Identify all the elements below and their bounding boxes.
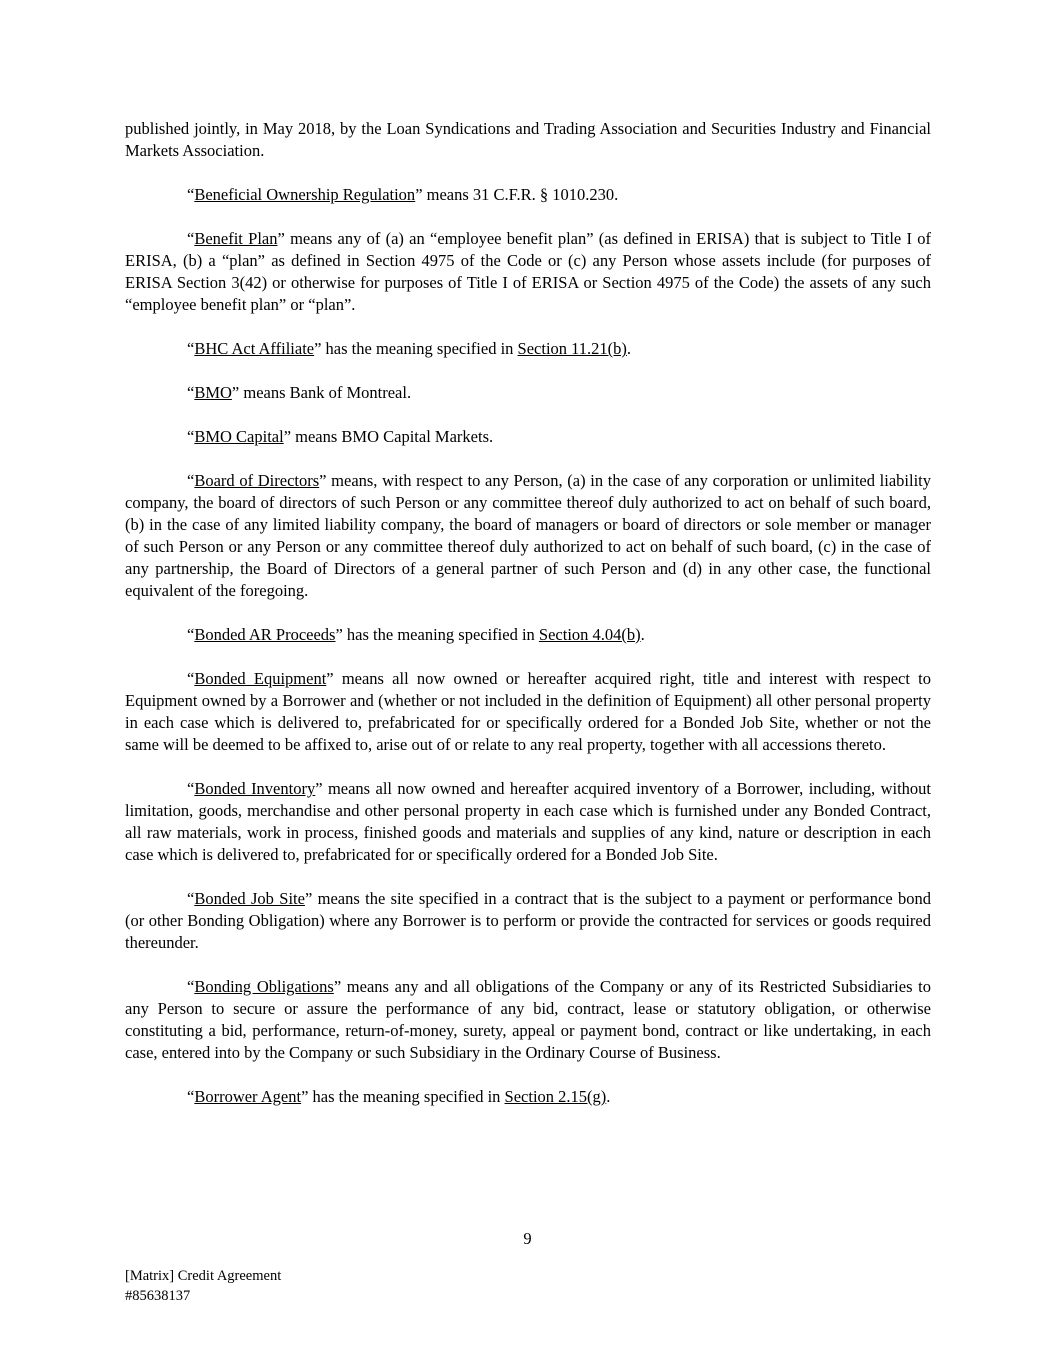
- paragraph: [125, 228, 931, 316]
- paragraph: [125, 778, 931, 866]
- defined-term: Bonding Obligations: [194, 977, 334, 996]
- paragraph: [125, 470, 931, 602]
- text-run: ” means any and all obligations of the Company or any of its Restricted Subsidiaries to any Person to secure or assure the performance of any bid, contract, lease or statutory obligation, or otherwise constituting a bid, performance, return-of-money, surety, appeal or payment bond, contract or like undertaking, in each case, entered into by the Company or such Subsidiary in the Ordinary Course of Business.: [125, 977, 931, 1062]
- page-number: 9: [523, 1229, 532, 1248]
- text-run: ” has the meaning specified in: [301, 1087, 505, 1106]
- text-run: ” means 31 C.F.R. § 1010.230.: [415, 185, 619, 204]
- paragraph: [125, 976, 931, 1064]
- paragraph: [125, 668, 931, 756]
- section-reference: Section 11.21(b): [517, 339, 627, 358]
- text-run: ” means any of (a) an “employee benefit plan” (as defined in ERISA) that is subject to Title I of ERISA, (b) a “plan” as defined in Section 4975 of the Code or (c) any Person whose assets include (for purposes of ERISA Section 3(42) or otherwise for purposes of Title I of ERISA or Section 4975 of the Code) the assets of any such “employee benefit plan” or “plan”.: [125, 229, 932, 314]
- document-body: [125, 118, 931, 1130]
- text-run: “: [187, 1087, 195, 1106]
- text-run: “: [187, 779, 195, 798]
- paragraph: [125, 338, 931, 360]
- paragraph: [125, 1086, 931, 1108]
- text-run: published jointly, in May 2018, by the Loan Syndications and Trading Association and Securities Industry and Financial Markets Association.: [125, 119, 931, 160]
- text-run: “: [187, 889, 195, 908]
- defined-term: BMO Capital: [194, 427, 284, 446]
- defined-term: Beneficial Ownership Regulation: [194, 185, 416, 204]
- defined-term: Benefit Plan: [194, 229, 278, 248]
- text-run: ” has the meaning specified in: [314, 339, 518, 358]
- text-run: ” means all now owned or hereafter acquired right, title and interest with respect to Equipment owned by a Borrower and (whether or not included in the definition of Equipment) all other personal property in each case which is delivered to, prefabricated for or specifically ordered for a Bonded Job Site, whether or not the same will be deemed to be affixed to, arise out of or relate to any real property, together with all accessions thereto.: [125, 669, 931, 754]
- document-footer: [125, 1266, 281, 1306]
- paragraph: [125, 184, 931, 206]
- defined-term: Board of Directors: [194, 471, 320, 490]
- text-run: ” means the site specified in a contract that is the subject to a payment or performance bond (or other Bonding Obligation) where any Borrower is to perform or provide the contracted for services or goods required thereunder.: [125, 889, 931, 952]
- text-run: .: [626, 339, 632, 358]
- text-run: .: [606, 1087, 611, 1106]
- defined-term: Borrower Agent: [194, 1087, 302, 1106]
- text-run: “: [187, 383, 195, 402]
- paragraph: [125, 426, 931, 448]
- text-run: “: [187, 625, 195, 644]
- paragraph: [125, 118, 931, 162]
- text-run: ” means Bank of Montreal.: [231, 383, 412, 402]
- text-run: “: [187, 669, 195, 688]
- text-run: ” means all now owned and hereafter acquired inventory of a Borrower, including, without limitation, goods, merchandise and other personal property in each case which is furnished under any Bonded Contract, all raw materials, work in process, finished goods and materials and supplies of any kind, nature or description in each case which is delivered to, prefabricated for or specifically ordered for a Bonded Job Site.: [125, 779, 931, 864]
- section-reference: Section 4.04(b): [538, 625, 641, 644]
- text-run: “: [187, 977, 195, 996]
- defined-term: Bonded Inventory: [194, 779, 316, 798]
- text-run: ” means, with respect to any Person, (a) in the case of any corporation or unlimited liability company, the board of directors of such Person or any committee thereof duly authorized to act on behalf of such board, (b) in the case of any limited liability company, the board of managers or board of directors or sole member or manager of such Person or any Person or any committee thereof duly authorized to act on behalf of such board, (c) in the case of any partnership, the Board of Directors of a general partner of such Person and (d) in any other case, the functional equivalent of the foregoing.: [125, 471, 931, 600]
- text-run: “: [187, 185, 195, 204]
- defined-term: BMO: [194, 383, 232, 402]
- defined-term: Bonded Job Site: [194, 889, 305, 908]
- section-reference: Section 2.15(g): [504, 1087, 607, 1106]
- paragraph: [125, 888, 931, 954]
- text-run: .: [640, 625, 645, 644]
- text-run: “: [187, 229, 195, 248]
- paragraph: [125, 382, 931, 404]
- defined-term: Bonded AR Proceeds: [194, 625, 336, 644]
- footer-doc-number: #85638137: [125, 1288, 191, 1304]
- footer-doc-title: [Matrix] Credit Agreement: [125, 1268, 282, 1284]
- text-run: “: [187, 339, 195, 358]
- text-run: ” means BMO Capital Markets.: [283, 427, 494, 446]
- defined-term: Bonded Equipment: [194, 669, 327, 688]
- paragraph: [125, 624, 931, 646]
- defined-term: BHC Act Affiliate: [194, 339, 315, 358]
- text-run: “: [187, 471, 195, 490]
- text-run: “: [187, 427, 195, 446]
- text-run: ” has the meaning specified in: [335, 625, 539, 644]
